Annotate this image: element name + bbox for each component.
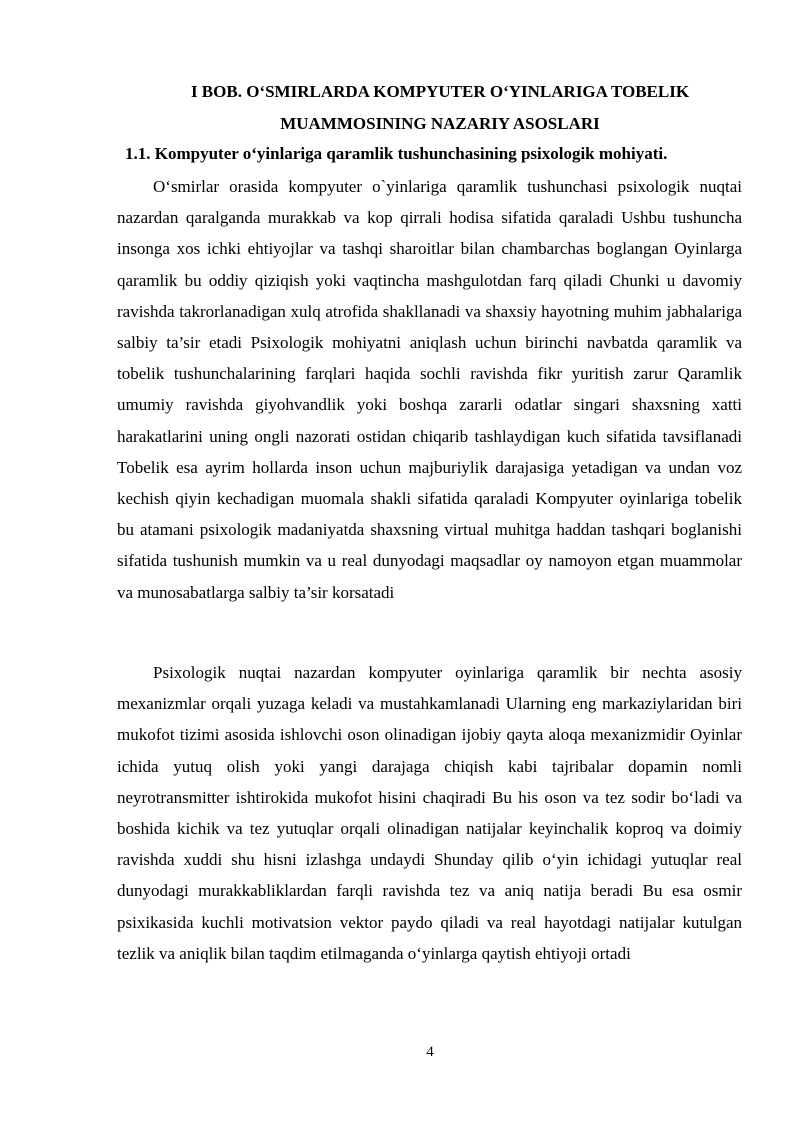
chapter-title: I BOB. O‘SMIRLARDA KOMPYUTER O‘YINLARIGA TOBELIK MUAMMOSINING NAZARIY ASOSLARI [190,82,690,133]
body-paragraph: Psixologik nuqtai nazardan kompyuter oyinlariga qaramlik bir nechta asosiy mexanizmlar orqali yuzaga keladi va mustahkamlanadi Ularning eng markaziylaridan biri mukofot tizimi asosida ishlovchi oson olinadigan ijobiy qayta aloqa mexanizmidir Oyinlar ichida yutuq olish yoki yangi darajaga chiqish kabi tajribalar dopamin nomli neyrotransmitter ishtirokida mukofot hisini chaqiradi Bu his oson va tez sodir bo‘ladi va boshida kichik va tez yutuqlar orqali olinadigan natijalar keyinchalik koproq va doimiy ravishda xuddi shu hisni izlashga undaydi Shunday qilib o‘yin ichidagi yutuqlar real dunyodagi murakkabliklardan farqli ravishda tez va aniq natija beradi Bu esa osmir psixikasida kuchli motivatsion vektor paydo qiladi va real hayotdagi natijalar kutulgan tezlik va aniqlik bilan taqdim etilmaganda o‘yinlarga qaytish ehtiyoji ortadi [117,663,742,963]
page-number: 4 [426,1044,434,1060]
section-title: 1.1. Kompyuter o‘yinlariga qaramlik tushunchasining psixologik mohiyati. [125,144,668,163]
body-paragraph: O‘smirlar orasida kompyuter o`yinlariga qaramlik tushunchasi psixologik nuqtai nazardan qaralganda murakkab va kop qirrali hodisa sifatida qaraladi Ushbu tushuncha insonga xos ichki ehtiyojlar va tashqi sharoitlar bilan chambarchas boglangan Oyinlarga qaramlik bu oddiy qiziqish yoki vaqtincha mashgulotdan farq qiladi Chunki u davomiy ravishda takrorlanadigan xulq atrofida shakllanadi va shaxsiy hayotning muhim jabhalariga salbiy ta’sir etadi Psixologik mohiyatni aniqlash uchun birinchi navbatda qaramlik va tobelik tushunchalarining farqlari haqida sochli ravishda fikr yuritish zarur Qaramlik umumiy ravishda giyohvandlik yoki boshqa zararli odatlar singari shaxsning xatti harakatlarini uning ongli nazorati ostidan chiqarib tashlaydigan kuch sifatida tavsiflanadi Tobelik esa ayrim hollarda inson uchun majburiylik darajasiga yetadigan va undan voz kechish qiyin kechadigan muomala shakli sifatida qaraladi Kompyuter oyinlariga tobelik bu atamani psixologik madaniyatda shaxsning virtual muhitga haddan tashqari boglanishi sifatida tushunish mumkin va u real dunyodagi maqsadlar oy namoyon etgan muammolar va munosabatlarga salbiy ta’sir korsatadi [117,177,742,602]
